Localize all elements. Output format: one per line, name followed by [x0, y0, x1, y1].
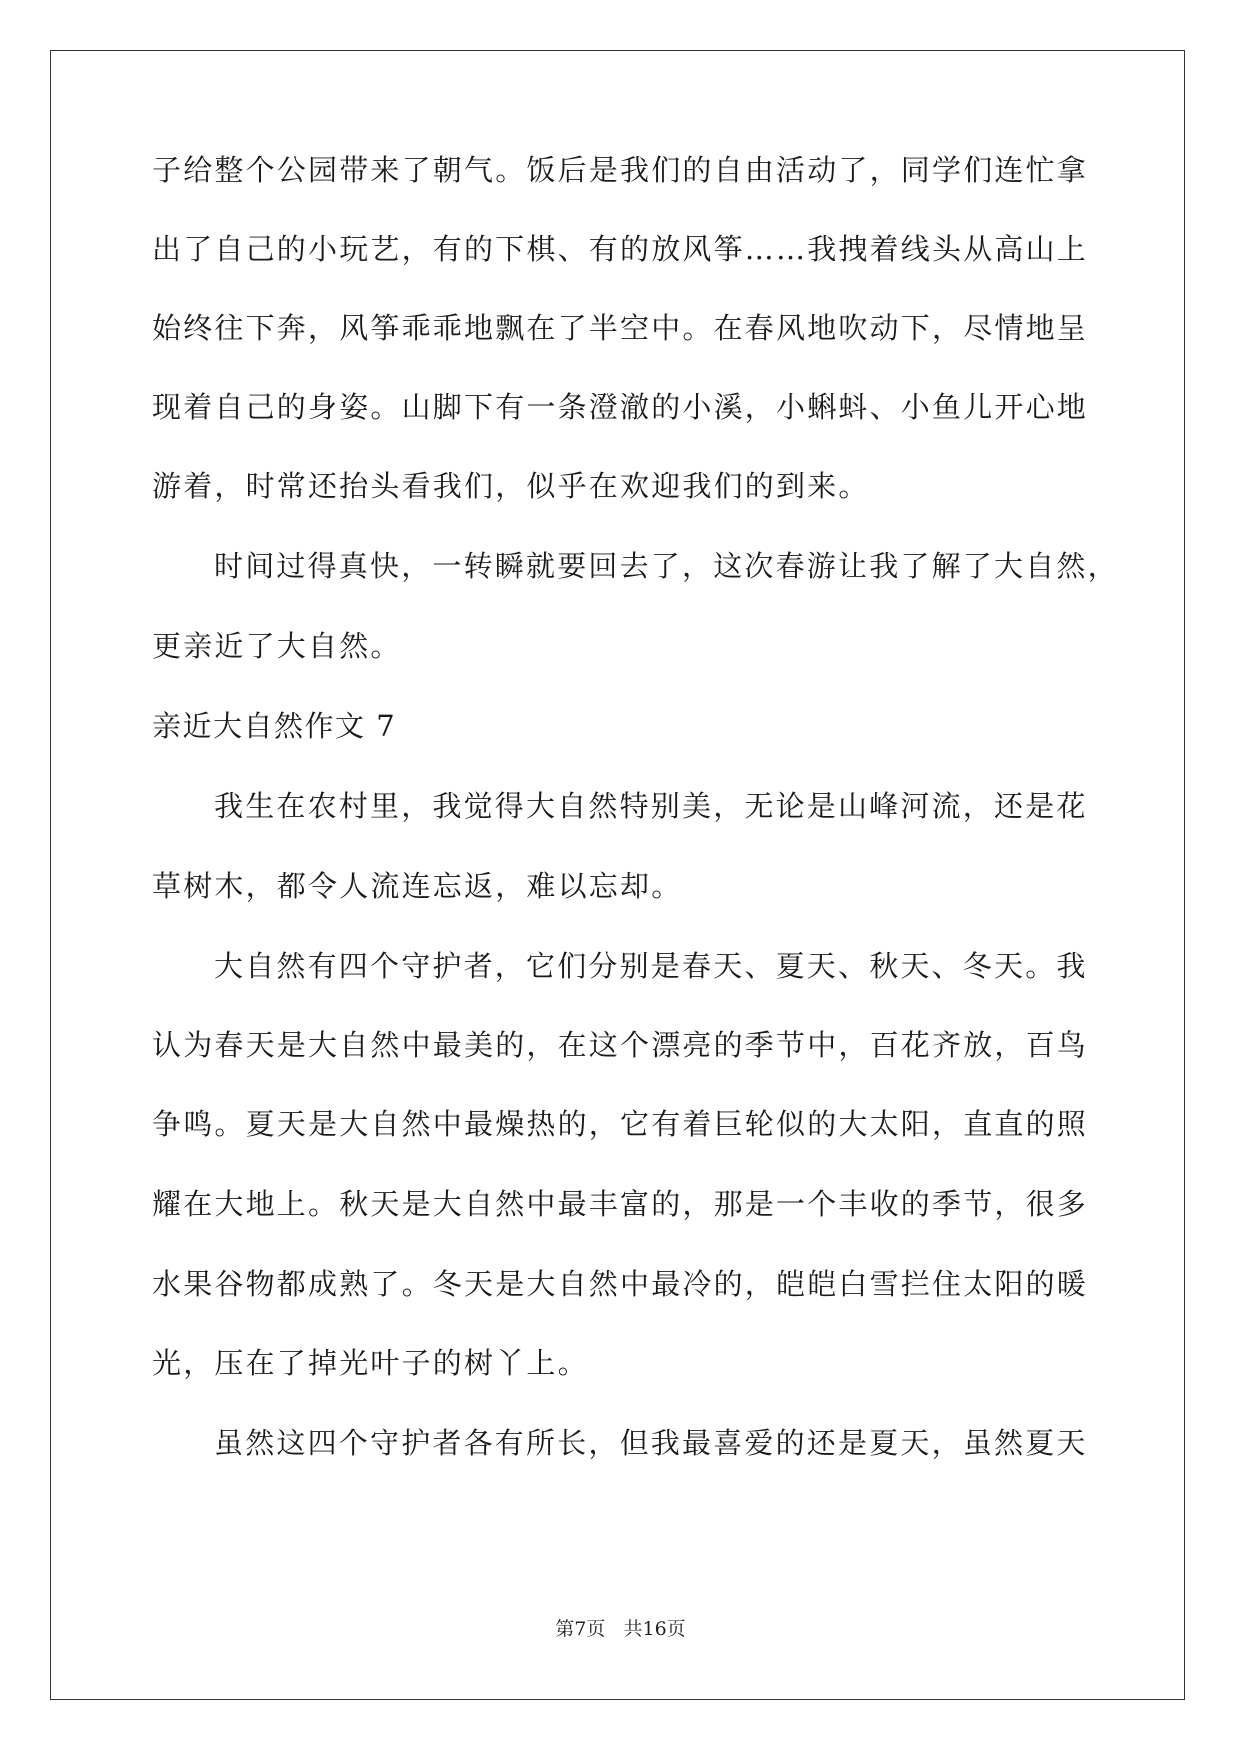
text-line: 争鸣。夏天是大自然中最燥热的，它有着巨轮似的大太阳，直直的照 — [152, 1107, 1089, 1141]
paragraph-start-line: 虽然这四个守护者各有所长，但我最喜爱的还是夏天，虽然夏天 — [214, 1426, 1088, 1460]
section-heading: 亲近大自然作文 7 — [152, 709, 397, 743]
text-line: 出了自己的小玩艺，有的下棋、有的放风筝……我拽着线头从高山上 — [152, 232, 1089, 266]
paragraph-start-line: 时间过得真快，一转瞬就要回去了，这次春游让我了解了大自然， — [214, 549, 1119, 583]
text-line: 现着自己的身姿。山脚下有一条澄澈的小溪，小蝌蚪、小鱼儿开心地 — [152, 390, 1089, 424]
paragraph-start-line: 我生在农村里，我觉得大自然特别美，无论是山峰河流，还是花 — [214, 789, 1088, 823]
text-line: 子给整个公园带来了朝气。饭后是我们的自由活动了，同学们连忙拿 — [152, 153, 1089, 187]
text-line: 光，压在了掉光叶子的树丫上。 — [152, 1346, 589, 1380]
text-line: 认为春天是大自然中最美的，在这个漂亮的季节中，百花齐放，百鸟 — [152, 1028, 1089, 1062]
text-line: 耀在大地上。秋天是大自然中最丰富的，那是一个丰收的季节，很多 — [152, 1187, 1089, 1221]
page-number-footer: 第7页 共16页 — [555, 1618, 686, 1640]
text-line: 始终往下奔，风筝乖乖地飘在了半空中。在春风地吹动下，尽情地呈 — [152, 311, 1089, 345]
paragraph-start-line: 大自然有四个守护者，它们分别是春天、夏天、秋天、冬天。我 — [214, 949, 1088, 983]
text-line: 水果谷物都成熟了。冬天是大自然中最冷的，皑皑白雪拦住太阳的暖 — [152, 1267, 1089, 1301]
text-line: 草树木，都令人流连忘返，难以忘却。 — [152, 869, 683, 903]
text-line: 游着，时常还抬头看我们，似乎在欢迎我们的到来。 — [152, 469, 870, 503]
text-line: 更亲近了大自然。 — [152, 629, 402, 663]
